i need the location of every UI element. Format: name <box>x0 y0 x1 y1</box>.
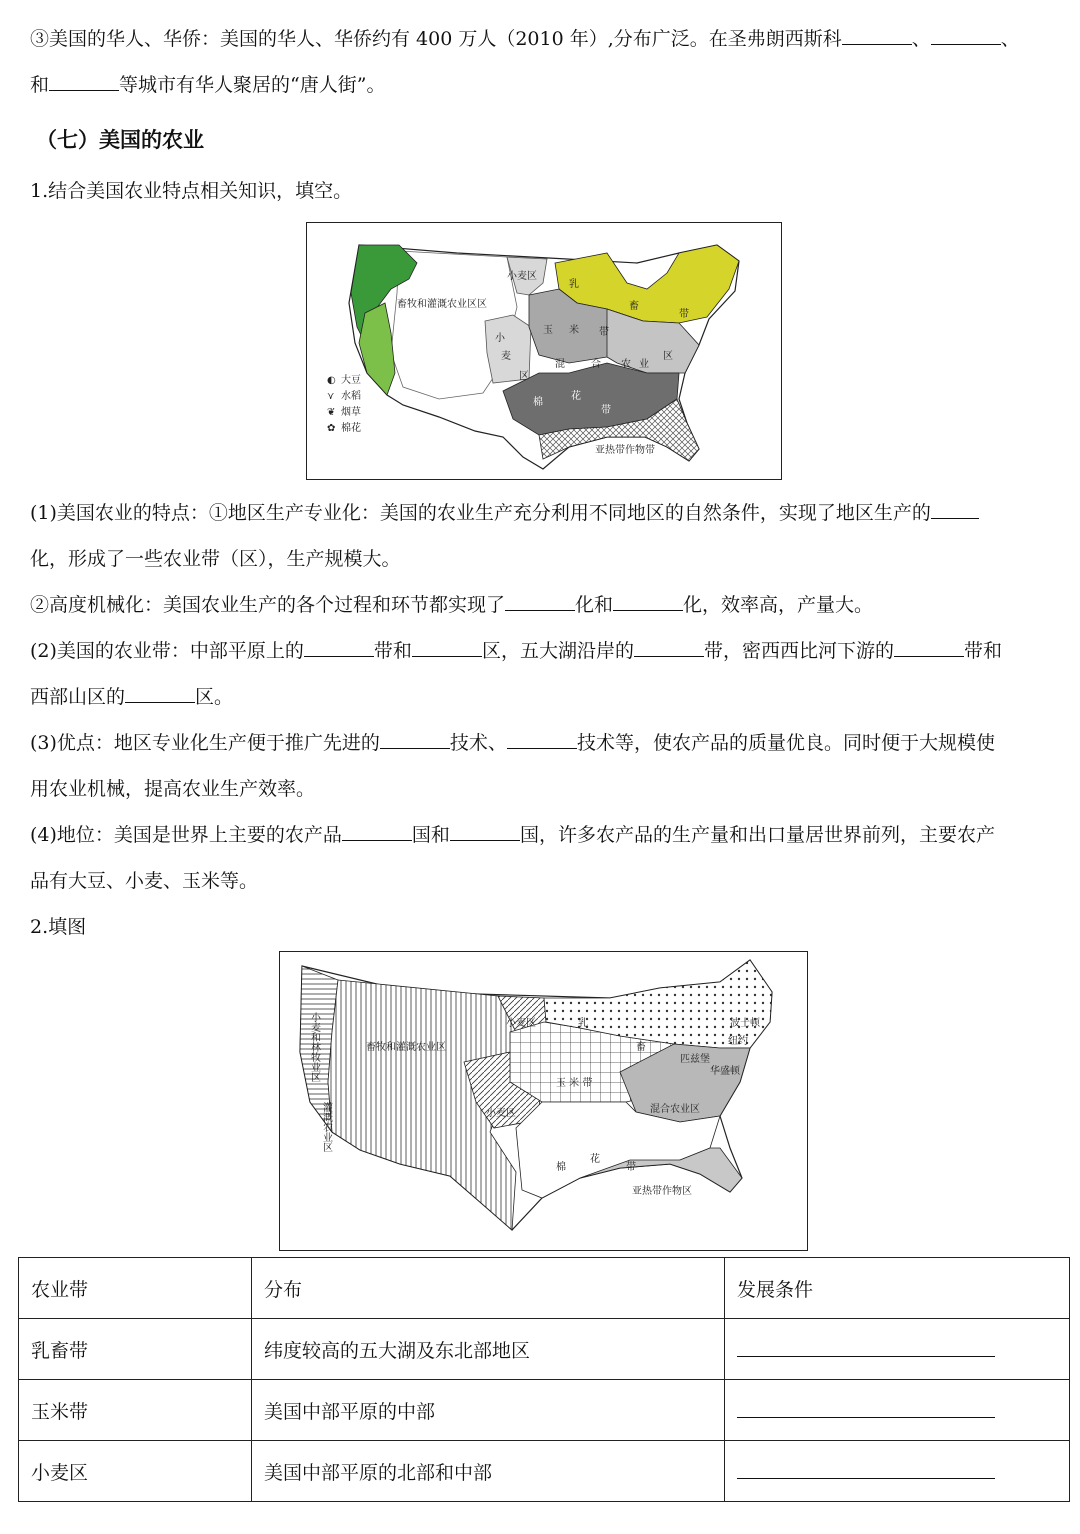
map-label: 灌溉农业区 <box>320 1102 332 1152</box>
condition-cell <box>725 1441 1070 1502</box>
distribution-cell: 纬度较高的五大湖及东北部地区 <box>252 1319 725 1380</box>
blank[interactable] <box>737 1458 995 1479</box>
blank[interactable] <box>380 730 450 749</box>
table-row <box>19 1319 1070 1380</box>
legend-tobacco-icon: ❦ <box>327 407 336 418</box>
text: (1)美国农业的特点：①地区生产专业化：美国的农业生产充分利用不同地区的自然条件，实现了地区生产的 <box>30 502 931 524</box>
text: (3)优点：地区专业化生产便于推广先进的 <box>30 732 380 754</box>
map-label: 带 <box>626 1162 636 1173</box>
text: 带和 <box>373 640 412 662</box>
map-label: 小麦区 <box>486 1108 516 1119</box>
q1-p4-line1 <box>30 730 995 756</box>
intro-text: 等城市有华人聚居的“唐人街”。 <box>119 74 386 96</box>
map-label: 棉 <box>556 1162 566 1173</box>
text: ②高度机械化：美国农业生产的各个过程和环节都实现了 <box>30 594 506 616</box>
q1-p3-line2 <box>30 684 233 710</box>
text: 区。 <box>195 686 234 708</box>
map-label: 麦 <box>501 351 511 362</box>
table-header-row <box>19 1258 1070 1319</box>
text: (4)地位：美国是世界上主要的农产品 <box>30 824 342 846</box>
map-label: 畜牧和灌溉农业区 <box>366 1042 446 1053</box>
map-label: 亚热带作物区 <box>632 1186 692 1197</box>
distribution-cell: 美国中部平原的中部 <box>252 1380 725 1441</box>
map-label: 畜 <box>629 301 639 312</box>
q1-p5-line1 <box>30 822 995 848</box>
text: 国，许多农产品的生产量和出口量居世界前列，主要农产 <box>519 824 995 846</box>
blank[interactable] <box>49 72 119 91</box>
zone-cell: 小麦区 <box>19 1441 252 1502</box>
blank[interactable] <box>894 638 964 657</box>
map-label: 业 <box>639 359 649 370</box>
text: 技术、 <box>449 732 507 754</box>
q1-p1-line1 <box>30 500 979 526</box>
map-label: 带 <box>601 405 611 416</box>
map-label: 带 <box>679 309 689 320</box>
agriculture-table <box>18 1257 1070 1502</box>
map-label: 乳 <box>569 279 579 290</box>
text: 技术等，使农产品的质量优良。同时便于大规模使 <box>576 732 995 754</box>
blank[interactable] <box>634 638 704 657</box>
agriculture-map-colored <box>306 222 782 480</box>
text: 西部山区的 <box>30 686 126 708</box>
q1-p5-line2: 品有大豆、小麦、玉米等。 <box>30 870 259 892</box>
map-label: 亚热带作物带 <box>595 445 655 456</box>
map-svg <box>280 952 807 1250</box>
text: (2)美国的农业带：中部平原上的 <box>30 640 304 662</box>
intro-line-2 <box>30 72 385 98</box>
text: 国和 <box>411 824 450 846</box>
agriculture-map-pattern <box>279 951 808 1251</box>
separator: 、 <box>911 28 931 50</box>
legend-cotton-icon: ✿ <box>327 423 336 434</box>
section-title: （七）美国的农业 <box>36 128 204 152</box>
zone-cell: 乳畜带 <box>19 1319 252 1380</box>
map-label: 花 <box>590 1154 600 1165</box>
map-label: 小麦区 <box>506 1018 536 1029</box>
city-label: 纽约 <box>728 1036 748 1047</box>
condition-cell <box>725 1319 1070 1380</box>
legend-label: 棉花 <box>341 423 361 434</box>
header-cell: 分布 <box>252 1258 725 1319</box>
map-label: 农 <box>621 359 631 370</box>
q1-p4-line2: 用农业机械，提高农业生产效率。 <box>30 778 316 800</box>
text: 带和 <box>963 640 1002 662</box>
legend-rice-icon: ⋎ <box>327 391 335 402</box>
map-label: 小麦和林牧业区 <box>308 1012 320 1082</box>
map-label: 玉 米 带 <box>556 1078 593 1089</box>
map-label: 乳 <box>578 1018 588 1029</box>
city-label: 华盛顿 <box>710 1066 740 1077</box>
map-label: 混 <box>555 359 565 370</box>
text: 化和 <box>575 594 614 616</box>
city-label: 波士顿 <box>730 1018 760 1029</box>
blank[interactable] <box>304 638 374 657</box>
map-label: 畜 <box>636 1042 646 1053</box>
blank[interactable] <box>125 684 195 703</box>
map-label: 米 <box>569 325 579 336</box>
text: 化，效率高，产量大。 <box>683 594 874 616</box>
blank[interactable] <box>737 1397 995 1418</box>
intro-text: ③美国的华人、华侨：美国的华人、华侨约有 400 万人（2010 年）,分布广泛。在圣弗朗西斯科 <box>30 28 842 50</box>
map-label: 小 <box>495 333 505 344</box>
blank[interactable] <box>342 822 412 841</box>
q1-p3-line1 <box>30 638 1002 664</box>
q1-p1-line2: 化，形成了一些农业带（区），生产规模大。 <box>30 548 401 570</box>
blank[interactable] <box>842 26 912 45</box>
legend-soy-icon: ◐ <box>327 375 336 386</box>
blank[interactable] <box>450 822 520 841</box>
map-label: 花 <box>571 391 581 402</box>
map-label: 棉 <box>533 397 543 408</box>
map-svg <box>307 223 781 479</box>
blank[interactable] <box>737 1336 995 1357</box>
map-label: 畜牧和灌溉农业区区 <box>397 299 487 310</box>
table-row <box>19 1441 1070 1502</box>
map-label: 区 <box>663 351 673 362</box>
header-cell: 农业带 <box>19 1258 252 1319</box>
map-label: 混合农业区 <box>650 1104 700 1115</box>
blank[interactable] <box>931 500 979 519</box>
header-cell: 发展条件 <box>725 1258 1070 1319</box>
legend-label: 烟草 <box>341 407 361 418</box>
condition-cell <box>725 1380 1070 1441</box>
map-label: 合 <box>591 359 601 370</box>
map-label: 玉 <box>543 325 553 336</box>
legend-label: 水稻 <box>341 391 361 402</box>
blank[interactable] <box>505 592 575 611</box>
q1-p2 <box>30 592 873 618</box>
city-label: 匹兹堡 <box>680 1054 710 1065</box>
intro-line-1 <box>30 26 1020 52</box>
separator: 、 <box>1000 28 1020 50</box>
text: 区，五大湖沿岸的 <box>481 640 634 662</box>
map-label: 带 <box>599 327 609 338</box>
blank[interactable] <box>507 730 577 749</box>
map-label: 区 <box>519 371 529 382</box>
blank[interactable] <box>931 26 1001 45</box>
intro-text: 和 <box>30 74 50 96</box>
table-row <box>19 1380 1070 1441</box>
map-label: 小麦区 <box>507 271 537 282</box>
distribution-cell: 美国中部平原的北部和中部 <box>252 1441 725 1502</box>
zone-cell: 玉米带 <box>19 1380 252 1441</box>
q1-title: 1.结合美国农业特点相关知识，填空。 <box>30 180 353 202</box>
legend-label: 大豆 <box>341 375 361 386</box>
blank[interactable] <box>613 592 683 611</box>
q2-title: 2.填图 <box>30 916 87 938</box>
blank[interactable] <box>412 638 482 657</box>
text: 带，密西西比河下游的 <box>703 640 894 662</box>
